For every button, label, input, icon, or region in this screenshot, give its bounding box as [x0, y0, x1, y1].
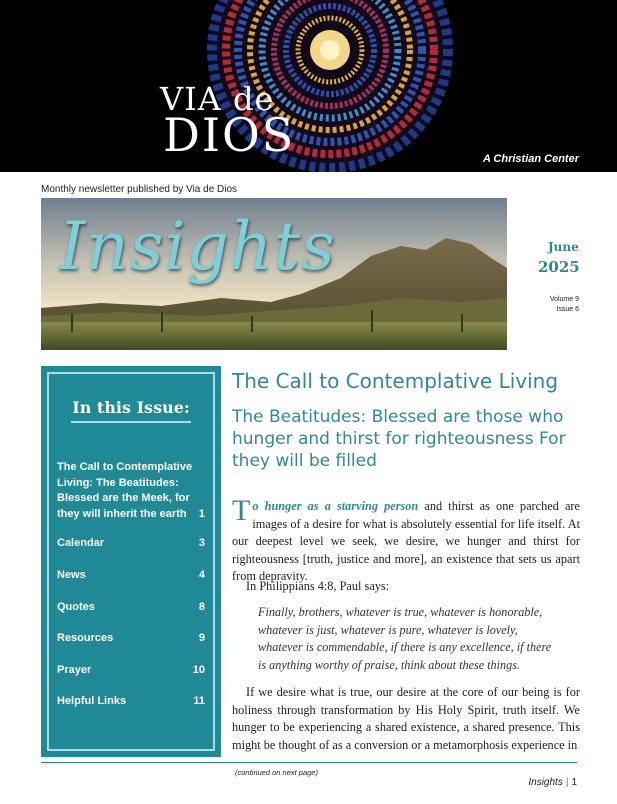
in-this-issue-sidebar — [41, 366, 221, 757]
sidebar-frame — [47, 372, 215, 751]
toc-item-quotes[interactable] — [57, 600, 205, 616]
issue-volume: Volume 9 — [549, 296, 579, 303]
lead-phrase: o hunger as a starving person — [252, 499, 419, 513]
toc-item-news[interactable] — [57, 568, 205, 584]
toc-label: Helpful Links — [57, 695, 127, 707]
newsletter-title: Insights — [59, 208, 336, 285]
toc-label: Prayer — [57, 664, 92, 676]
toc-page: 11 — [193, 695, 205, 707]
header-banner — [0, 0, 617, 172]
toc-item-helpful-links[interactable] — [57, 694, 205, 710]
scripture-quote: Finally, brothers, whatever is true, whatever is honorable, whatever is just, whatever is pure, whatever is lovely, whatever is commendable, if there is any excellence, if there is anything worthy of praise, think about these things. — [258, 605, 552, 672]
footer-separator: | — [565, 777, 569, 788]
toc-label: News — [57, 569, 86, 581]
article-paragraph-1 — [232, 494, 580, 586]
toc-label: The Call to Contemplative Living: The Beatitudes: Blessed are the Meek, for they will inherit the earth — [57, 461, 193, 520]
continued-note: (continued on next page) — [235, 768, 318, 777]
toc-label: Resources — [57, 632, 114, 644]
toc-item-resources[interactable] — [57, 631, 205, 647]
article-title: The Call to Contemplative Living — [232, 369, 559, 393]
toc-page: 10 — [192, 664, 205, 676]
issue-month: June — [548, 240, 579, 254]
toc-page: 1 — [198, 507, 205, 520]
toc-page: 3 — [198, 537, 205, 549]
toc-label: Calendar — [57, 537, 105, 549]
toc-page: 8 — [198, 601, 205, 613]
article-subtitle: The Beatitudes: Blessed are those who hunger and thirst for righteousness For they will be filled — [232, 407, 566, 471]
masthead-image — [41, 198, 507, 350]
logo-text-dios: DIOS — [163, 108, 296, 162]
article-paragraph-3: If we desire what is true, our desire at the core of our being is for holiness through transformation by His Holy Spirit, truth itself. We hunger to be experiencing a shared existence, a shared presence. This might be thought of as a conversion or a metamorphosis experience in — [232, 685, 580, 752]
toc-page: 9 — [198, 632, 205, 644]
tagline: A Christian Center — [482, 153, 579, 165]
toc-item-prayer[interactable] — [57, 663, 205, 679]
sidebar-heading: In this Issue: — [71, 398, 191, 423]
footer-publication-name: Insights — [528, 777, 563, 788]
article-paragraph-2: In Philippians 4:8, Paul says: — [246, 579, 390, 593]
paragraph-1-text: and thirst as one parched are images of a desire for what is absolutely essential for life itself. At our deepest level we seek, we desire, we hunger and thirst for righteousness [truth, justice and more], an existence that sets us apart from depravity. — [232, 499, 580, 584]
toc-item-calendar[interactable] — [57, 536, 205, 552]
issue-year: 2025 — [538, 258, 580, 276]
page-footer — [528, 777, 577, 788]
logo-text-via: VIA de — [160, 80, 275, 118]
drop-cap: T — [232, 494, 251, 527]
toc-item-contemplative-living[interactable] — [57, 460, 205, 522]
publication-line: Monthly newsletter published by Via de Dios — [41, 184, 238, 195]
toc-label: Quotes — [57, 601, 95, 613]
footer-page-number: 1 — [571, 777, 577, 788]
issue-number: Issue 6 — [556, 306, 579, 313]
footer-divider — [41, 762, 577, 763]
toc-page: 4 — [198, 569, 205, 581]
